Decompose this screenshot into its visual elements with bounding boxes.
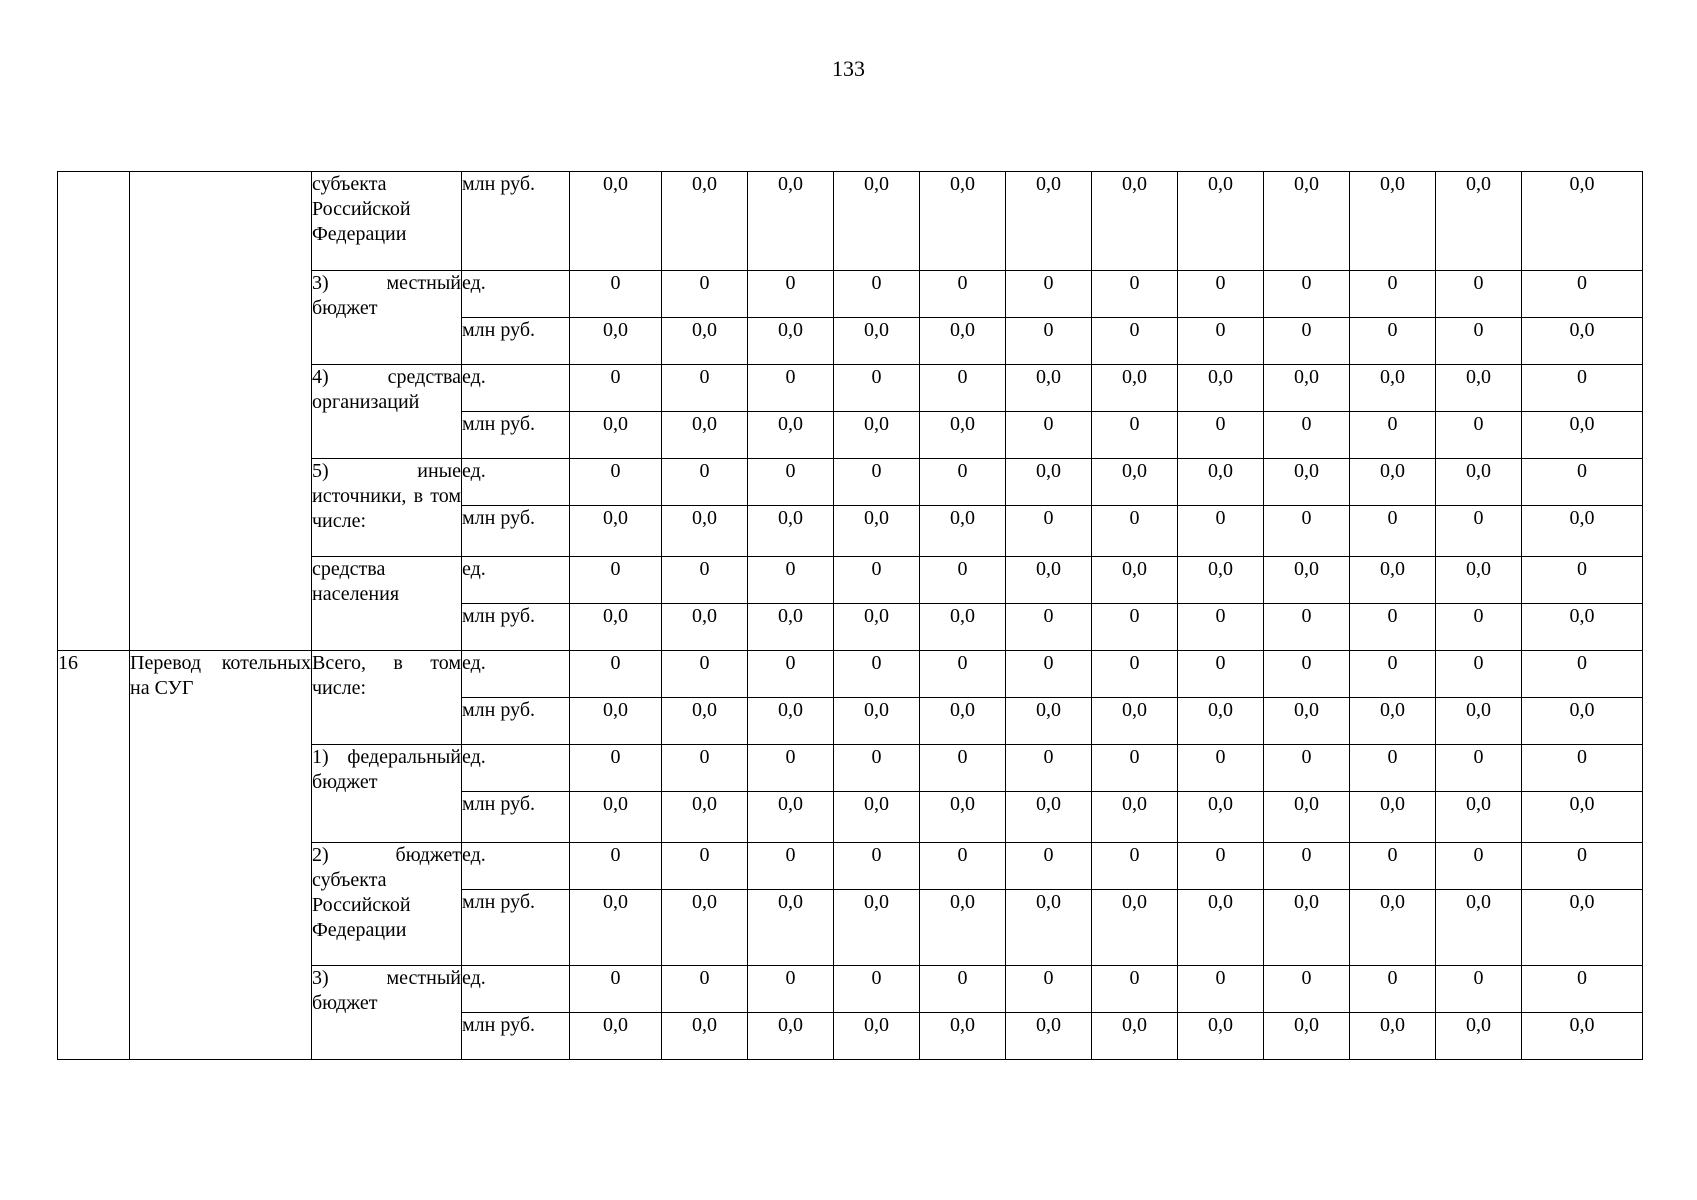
value-cell: 0,0	[662, 890, 748, 966]
value-cell: 0,0	[1006, 1013, 1092, 1060]
funding-source-cell: 3) местный бюджет	[312, 966, 462, 1060]
value-cell: 0	[748, 365, 834, 412]
value-cell: 0	[920, 966, 1006, 1013]
value-cell: 0	[1436, 506, 1522, 557]
value-cell: 0	[1092, 966, 1178, 1013]
value-cell: 0	[1350, 271, 1436, 318]
value-cell: 0	[1350, 966, 1436, 1013]
unit-cell: млн руб.	[462, 890, 570, 966]
value-cell: 0	[1092, 745, 1178, 792]
value-cell: 0,0	[1350, 792, 1436, 843]
value-cell: 0	[1092, 412, 1178, 459]
value-cell: 0	[1264, 651, 1350, 698]
value-cell: 0,0	[570, 318, 662, 365]
value-cell: 0	[1522, 966, 1643, 1013]
value-cell: 0,0	[1178, 557, 1264, 604]
measure-name-cell: Перевод котельных на СУГ	[130, 651, 312, 1060]
value-cell: 0,0	[1350, 557, 1436, 604]
value-cell: 0,0	[920, 698, 1006, 745]
unit-cell: ед.	[462, 966, 570, 1013]
financing-table	[57, 171, 1643, 1060]
value-cell: 0	[570, 365, 662, 412]
value-cell: 0,0	[1092, 698, 1178, 745]
value-cell: 0,0	[570, 1013, 662, 1060]
value-cell: 0	[1350, 843, 1436, 890]
value-cell: 0	[834, 966, 920, 1013]
value-cell: 0,0	[1350, 1013, 1436, 1060]
value-cell: 0	[1006, 506, 1092, 557]
value-cell: 0	[834, 459, 920, 506]
value-cell: 0,0	[1522, 172, 1643, 271]
value-cell: 0,0	[1436, 172, 1522, 271]
unit-cell: ед.	[462, 365, 570, 412]
value-cell: 0	[748, 966, 834, 1013]
value-cell: 0	[1264, 318, 1350, 365]
value-cell: 0	[662, 745, 748, 792]
value-cell: 0	[834, 843, 920, 890]
value-cell: 0	[1522, 651, 1643, 698]
value-cell: 0	[570, 651, 662, 698]
unit-cell: млн руб.	[462, 412, 570, 459]
value-cell: 0,0	[1264, 365, 1350, 412]
value-cell: 0,0	[1006, 890, 1092, 966]
value-cell: 0	[1436, 966, 1522, 1013]
unit-cell: млн руб.	[462, 604, 570, 651]
value-cell: 0,0	[1178, 792, 1264, 843]
value-cell: 0,0	[1092, 557, 1178, 604]
value-cell: 0	[1092, 318, 1178, 365]
value-cell: 0	[1350, 412, 1436, 459]
value-cell: 0	[748, 557, 834, 604]
value-cell: 0,0	[1350, 365, 1436, 412]
value-cell: 0,0	[1350, 890, 1436, 966]
value-cell: 0,0	[920, 890, 1006, 966]
value-cell: 0,0	[1092, 459, 1178, 506]
value-cell: 0,0	[748, 172, 834, 271]
value-cell: 0,0	[1522, 792, 1643, 843]
value-cell: 0,0	[1264, 890, 1350, 966]
value-cell: 0	[1522, 271, 1643, 318]
row-number-cell: 16	[58, 651, 130, 1060]
value-cell: 0,0	[1178, 172, 1264, 271]
value-cell: 0	[662, 459, 748, 506]
measure-name-cell	[130, 172, 312, 651]
value-cell: 0	[834, 365, 920, 412]
value-cell: 0,0	[1178, 1013, 1264, 1060]
value-cell: 0	[1350, 506, 1436, 557]
value-cell: 0,0	[570, 792, 662, 843]
value-cell: 0,0	[1522, 318, 1643, 365]
value-cell: 0	[1178, 604, 1264, 651]
value-cell: 0	[1264, 745, 1350, 792]
unit-cell: ед.	[462, 843, 570, 890]
value-cell: 0,0	[662, 506, 748, 557]
value-cell: 0	[748, 843, 834, 890]
value-cell: 0	[920, 459, 1006, 506]
value-cell: 0,0	[1092, 365, 1178, 412]
value-cell: 0	[920, 365, 1006, 412]
funding-source-cell: 2) бюджет субъекта Российской Федерации	[312, 843, 462, 966]
table-body	[58, 172, 1643, 1060]
value-cell: 0	[920, 745, 1006, 792]
unit-cell: млн руб.	[462, 792, 570, 843]
value-cell: 0	[1436, 604, 1522, 651]
value-cell: 0,0	[834, 792, 920, 843]
value-cell: 0	[748, 271, 834, 318]
value-cell: 0,0	[1006, 459, 1092, 506]
value-cell: 0	[1436, 318, 1522, 365]
value-cell: 0	[662, 557, 748, 604]
value-cell: 0	[1178, 318, 1264, 365]
value-cell: 0,0	[1092, 1013, 1178, 1060]
value-cell: 0	[1264, 843, 1350, 890]
value-cell: 0,0	[1006, 698, 1092, 745]
value-cell: 0,0	[1350, 172, 1436, 271]
value-cell: 0,0	[662, 318, 748, 365]
value-cell: 0	[662, 843, 748, 890]
unit-cell: млн руб.	[462, 172, 570, 271]
value-cell: 0	[920, 557, 1006, 604]
value-cell: 0	[1092, 843, 1178, 890]
value-cell: 0,0	[1264, 792, 1350, 843]
value-cell: 0,0	[1522, 412, 1643, 459]
value-cell: 0	[1350, 651, 1436, 698]
unit-cell: ед.	[462, 557, 570, 604]
value-cell: 0	[1436, 412, 1522, 459]
value-cell: 0	[1264, 604, 1350, 651]
value-cell: 0,0	[920, 506, 1006, 557]
value-cell: 0	[1006, 966, 1092, 1013]
value-cell: 0	[1522, 745, 1643, 792]
value-cell: 0,0	[1178, 698, 1264, 745]
value-cell: 0,0	[1264, 1013, 1350, 1060]
value-cell: 0	[1092, 506, 1178, 557]
value-cell: 0	[1264, 506, 1350, 557]
value-cell: 0,0	[748, 792, 834, 843]
value-cell: 0,0	[570, 698, 662, 745]
value-cell: 0,0	[748, 318, 834, 365]
value-cell: 0	[1006, 843, 1092, 890]
value-cell: 0	[1264, 966, 1350, 1013]
value-cell: 0	[1092, 271, 1178, 318]
value-cell: 0,0	[748, 604, 834, 651]
value-cell: 0,0	[570, 412, 662, 459]
value-cell: 0,0	[1436, 557, 1522, 604]
value-cell: 0	[1436, 745, 1522, 792]
value-cell: 0,0	[1350, 459, 1436, 506]
value-cell: 0,0	[834, 698, 920, 745]
value-cell: 0	[1178, 412, 1264, 459]
value-cell: 0,0	[662, 1013, 748, 1060]
value-cell: 0	[570, 271, 662, 318]
unit-cell: ед.	[462, 459, 570, 506]
value-cell: 0	[1006, 604, 1092, 651]
value-cell: 0,0	[1522, 604, 1643, 651]
value-cell: 0	[570, 459, 662, 506]
value-cell: 0,0	[1522, 890, 1643, 966]
value-cell: 0	[1006, 271, 1092, 318]
value-cell: 0,0	[570, 506, 662, 557]
value-cell: 0,0	[1178, 459, 1264, 506]
value-cell: 0	[1178, 745, 1264, 792]
funding-source-cell: 3) местный бюджет	[312, 271, 462, 365]
value-cell: 0	[920, 651, 1006, 698]
value-cell: 0,0	[1264, 459, 1350, 506]
table-row	[58, 172, 1643, 271]
value-cell: 0	[834, 745, 920, 792]
value-cell: 0,0	[1006, 172, 1092, 271]
value-cell: 0,0	[1436, 365, 1522, 412]
value-cell: 0	[1092, 651, 1178, 698]
value-cell: 0,0	[662, 698, 748, 745]
value-cell: 0	[1006, 651, 1092, 698]
value-cell: 0,0	[834, 604, 920, 651]
page-number: 133	[832, 56, 865, 81]
value-cell: 0	[1006, 412, 1092, 459]
value-cell: 0	[1522, 557, 1643, 604]
value-cell: 0	[662, 966, 748, 1013]
value-cell: 0,0	[1006, 792, 1092, 843]
value-cell: 0,0	[1006, 557, 1092, 604]
value-cell: 0,0	[662, 792, 748, 843]
value-cell: 0,0	[920, 1013, 1006, 1060]
value-cell: 0	[1006, 745, 1092, 792]
value-cell: 0,0	[834, 506, 920, 557]
value-cell: 0	[834, 651, 920, 698]
value-cell: 0,0	[1264, 172, 1350, 271]
value-cell: 0	[1522, 365, 1643, 412]
value-cell: 0,0	[570, 172, 662, 271]
value-cell: 0,0	[1436, 698, 1522, 745]
value-cell: 0,0	[748, 1013, 834, 1060]
value-cell: 0,0	[1436, 890, 1522, 966]
unit-cell: млн руб.	[462, 318, 570, 365]
unit-cell: ед.	[462, 745, 570, 792]
value-cell: 0	[1350, 745, 1436, 792]
value-cell: 0	[1350, 318, 1436, 365]
value-cell: 0,0	[570, 604, 662, 651]
funding-source-cell: Всего, в том числе:	[312, 651, 462, 745]
unit-cell: млн руб.	[462, 1013, 570, 1060]
value-cell: 0	[662, 651, 748, 698]
funding-source-cell: 4) средства организаций	[312, 365, 462, 459]
value-cell: 0,0	[920, 792, 1006, 843]
value-cell: 0,0	[748, 698, 834, 745]
unit-cell: ед.	[462, 271, 570, 318]
value-cell: 0	[1350, 604, 1436, 651]
value-cell: 0	[1264, 271, 1350, 318]
value-cell: 0,0	[1522, 1013, 1643, 1060]
funding-source-cell: средства населения	[312, 557, 462, 651]
value-cell: 0,0	[1522, 698, 1643, 745]
value-cell: 0,0	[1178, 890, 1264, 966]
value-cell: 0,0	[1350, 698, 1436, 745]
value-cell: 0	[748, 459, 834, 506]
unit-cell: ед.	[462, 651, 570, 698]
value-cell: 0,0	[748, 890, 834, 966]
value-cell: 0,0	[1522, 506, 1643, 557]
value-cell: 0	[834, 271, 920, 318]
value-cell: 0	[570, 745, 662, 792]
value-cell: 0	[1178, 271, 1264, 318]
value-cell: 0,0	[1436, 792, 1522, 843]
value-cell: 0,0	[1436, 1013, 1522, 1060]
value-cell: 0	[1436, 271, 1522, 318]
value-cell: 0	[570, 557, 662, 604]
value-cell: 0	[920, 271, 1006, 318]
value-cell: 0,0	[1264, 698, 1350, 745]
value-cell: 0	[1522, 459, 1643, 506]
value-cell: 0	[570, 843, 662, 890]
funding-source-cell: 1) федеральный бюджет	[312, 745, 462, 843]
unit-cell: млн руб.	[462, 698, 570, 745]
value-cell: 0,0	[920, 318, 1006, 365]
funding-source-cell: субъекта Российской Федерации	[312, 172, 462, 271]
value-cell: 0,0	[1006, 365, 1092, 412]
value-cell: 0	[662, 365, 748, 412]
value-cell: 0,0	[748, 506, 834, 557]
table-row	[58, 651, 1643, 698]
value-cell: 0,0	[662, 604, 748, 651]
value-cell: 0	[662, 271, 748, 318]
value-cell: 0,0	[570, 890, 662, 966]
value-cell: 0	[1436, 843, 1522, 890]
value-cell: 0,0	[662, 172, 748, 271]
value-cell: 0	[1178, 506, 1264, 557]
value-cell: 0	[1436, 651, 1522, 698]
value-cell: 0	[1006, 318, 1092, 365]
value-cell: 0,0	[1092, 792, 1178, 843]
value-cell: 0,0	[920, 604, 1006, 651]
value-cell: 0,0	[834, 1013, 920, 1060]
value-cell: 0	[1264, 412, 1350, 459]
unit-cell: млн руб.	[462, 506, 570, 557]
value-cell: 0	[834, 557, 920, 604]
value-cell: 0,0	[1092, 890, 1178, 966]
value-cell: 0,0	[1264, 557, 1350, 604]
value-cell: 0,0	[834, 172, 920, 271]
value-cell: 0,0	[834, 412, 920, 459]
value-cell: 0,0	[920, 172, 1006, 271]
value-cell: 0,0	[1092, 172, 1178, 271]
value-cell: 0	[748, 745, 834, 792]
value-cell: 0	[1178, 966, 1264, 1013]
value-cell: 0,0	[662, 412, 748, 459]
value-cell: 0	[1522, 843, 1643, 890]
funding-source-cell: 5) иные источники, в том числе:	[312, 459, 462, 557]
value-cell: 0,0	[748, 412, 834, 459]
value-cell: 0,0	[920, 412, 1006, 459]
value-cell: 0	[570, 966, 662, 1013]
value-cell: 0	[1178, 843, 1264, 890]
row-number-cell	[58, 172, 130, 651]
value-cell: 0,0	[1178, 365, 1264, 412]
value-cell: 0,0	[834, 890, 920, 966]
value-cell: 0,0	[1436, 459, 1522, 506]
value-cell: 0	[1178, 651, 1264, 698]
value-cell: 0	[1092, 604, 1178, 651]
value-cell: 0	[920, 843, 1006, 890]
value-cell: 0	[748, 651, 834, 698]
value-cell: 0,0	[834, 318, 920, 365]
